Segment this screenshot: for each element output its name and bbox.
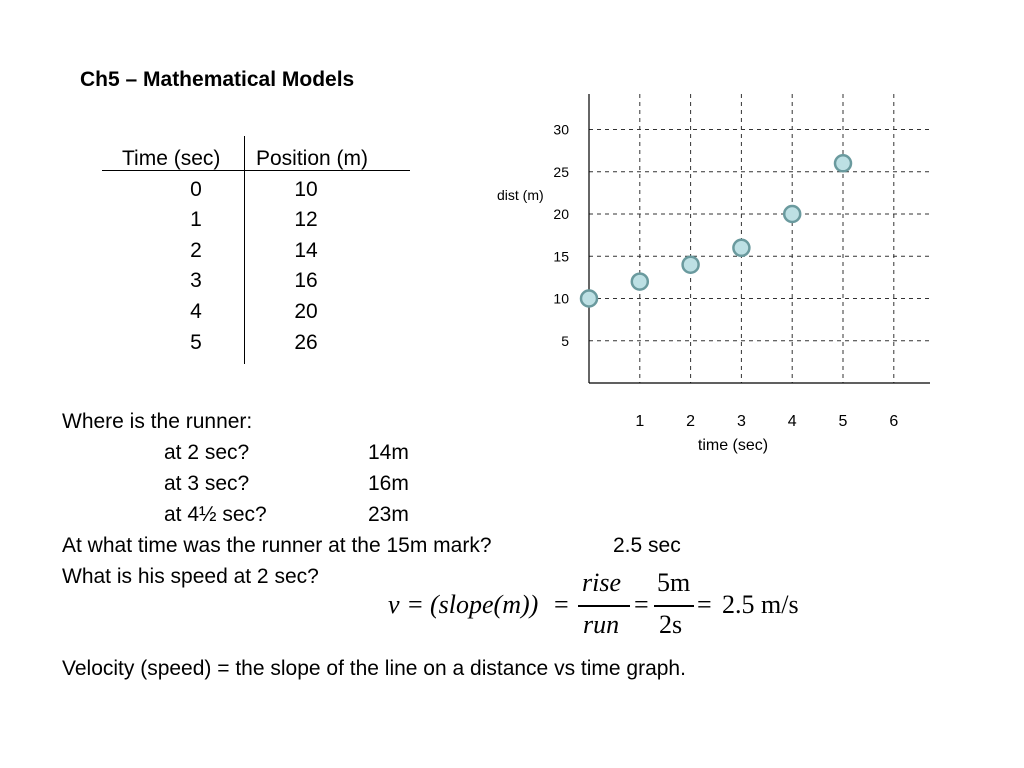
table-header-time: Time (sec) <box>122 147 221 170</box>
y-axis-label: dist (m) <box>497 187 544 203</box>
question-item: at 3 sec? <box>164 472 250 495</box>
page-title: Ch5 – Mathematical Models <box>80 68 355 91</box>
formula-denominator: 2s <box>659 610 683 639</box>
y-tick-label: 25 <box>553 163 569 180</box>
question-intro: Where is the runner: <box>62 410 253 433</box>
formula-equals: = <box>408 590 423 619</box>
y-tick-labels <box>553 122 569 349</box>
mark-answer: 2.5 sec <box>613 534 681 557</box>
fraction-bar <box>578 605 630 607</box>
y-tick-label: 5 <box>561 332 569 349</box>
formula-equals: = <box>697 590 712 619</box>
formula-run: run <box>583 610 620 639</box>
y-tick-label: 10 <box>553 290 569 307</box>
conclusion-text: Velocity (speed) = the slope of the line on a distance vs time graph. <box>62 657 686 680</box>
speed-question: What is his speed at 2 sec? <box>62 565 319 588</box>
table-cell: 26 <box>294 331 318 354</box>
x-tick-label: 4 <box>787 413 797 430</box>
table-cell: 16 <box>294 269 318 292</box>
formula-equals: = <box>554 590 569 619</box>
formula-rise: rise <box>582 568 621 597</box>
y-tick-label: 20 <box>553 206 569 222</box>
mark-question: At what time was the runner at the 15m mark? <box>62 534 492 557</box>
y-tick-label: 30 <box>553 121 569 138</box>
question-item: at 4½ sec? <box>164 503 267 526</box>
x-tick-label: 6 <box>889 413 899 430</box>
x-tick-label: 5 <box>838 413 848 430</box>
y-tick-label: 15 <box>553 248 569 265</box>
question-item: at 2 sec? <box>164 441 250 464</box>
table-cell: 1 <box>190 208 202 231</box>
x-tick-label: 3 <box>736 413 746 430</box>
table-cell: 14 <box>294 239 318 262</box>
table-cell: 10 <box>294 178 318 201</box>
formula-equals: = <box>634 590 649 619</box>
formula-numerator: 5m <box>657 568 691 597</box>
table-cell: 5 <box>190 331 202 354</box>
table-cell: 20 <box>294 300 318 323</box>
data-point <box>683 257 699 273</box>
fraction-bar <box>654 605 694 607</box>
answer-item: 16m <box>368 472 409 495</box>
data-point <box>581 291 597 307</box>
table-cell: 12 <box>294 208 318 231</box>
data-points <box>581 155 851 306</box>
table-cell: 2 <box>190 239 202 262</box>
x-tick-label: 1 <box>635 413 645 430</box>
answer-item: 23m <box>368 503 409 526</box>
table-header-position: Position (m) <box>256 147 369 170</box>
chart-grid <box>589 94 930 383</box>
table-cell: 0 <box>190 178 202 201</box>
data-point <box>835 155 851 171</box>
formula-slope: (slope(m)) <box>430 590 539 619</box>
table-cell: 3 <box>190 269 202 292</box>
formula-v: v <box>388 590 400 619</box>
x-tick-labels <box>635 413 898 430</box>
x-tick-label: 2 <box>686 413 696 430</box>
x-axis-label: time (sec) <box>697 437 769 454</box>
data-point <box>784 206 800 222</box>
data-point <box>632 274 648 290</box>
answer-item: 14m <box>368 441 409 464</box>
formula-result: 2.5 m/s <box>722 590 799 619</box>
data-point <box>733 240 749 256</box>
table-cell: 4 <box>190 300 202 323</box>
